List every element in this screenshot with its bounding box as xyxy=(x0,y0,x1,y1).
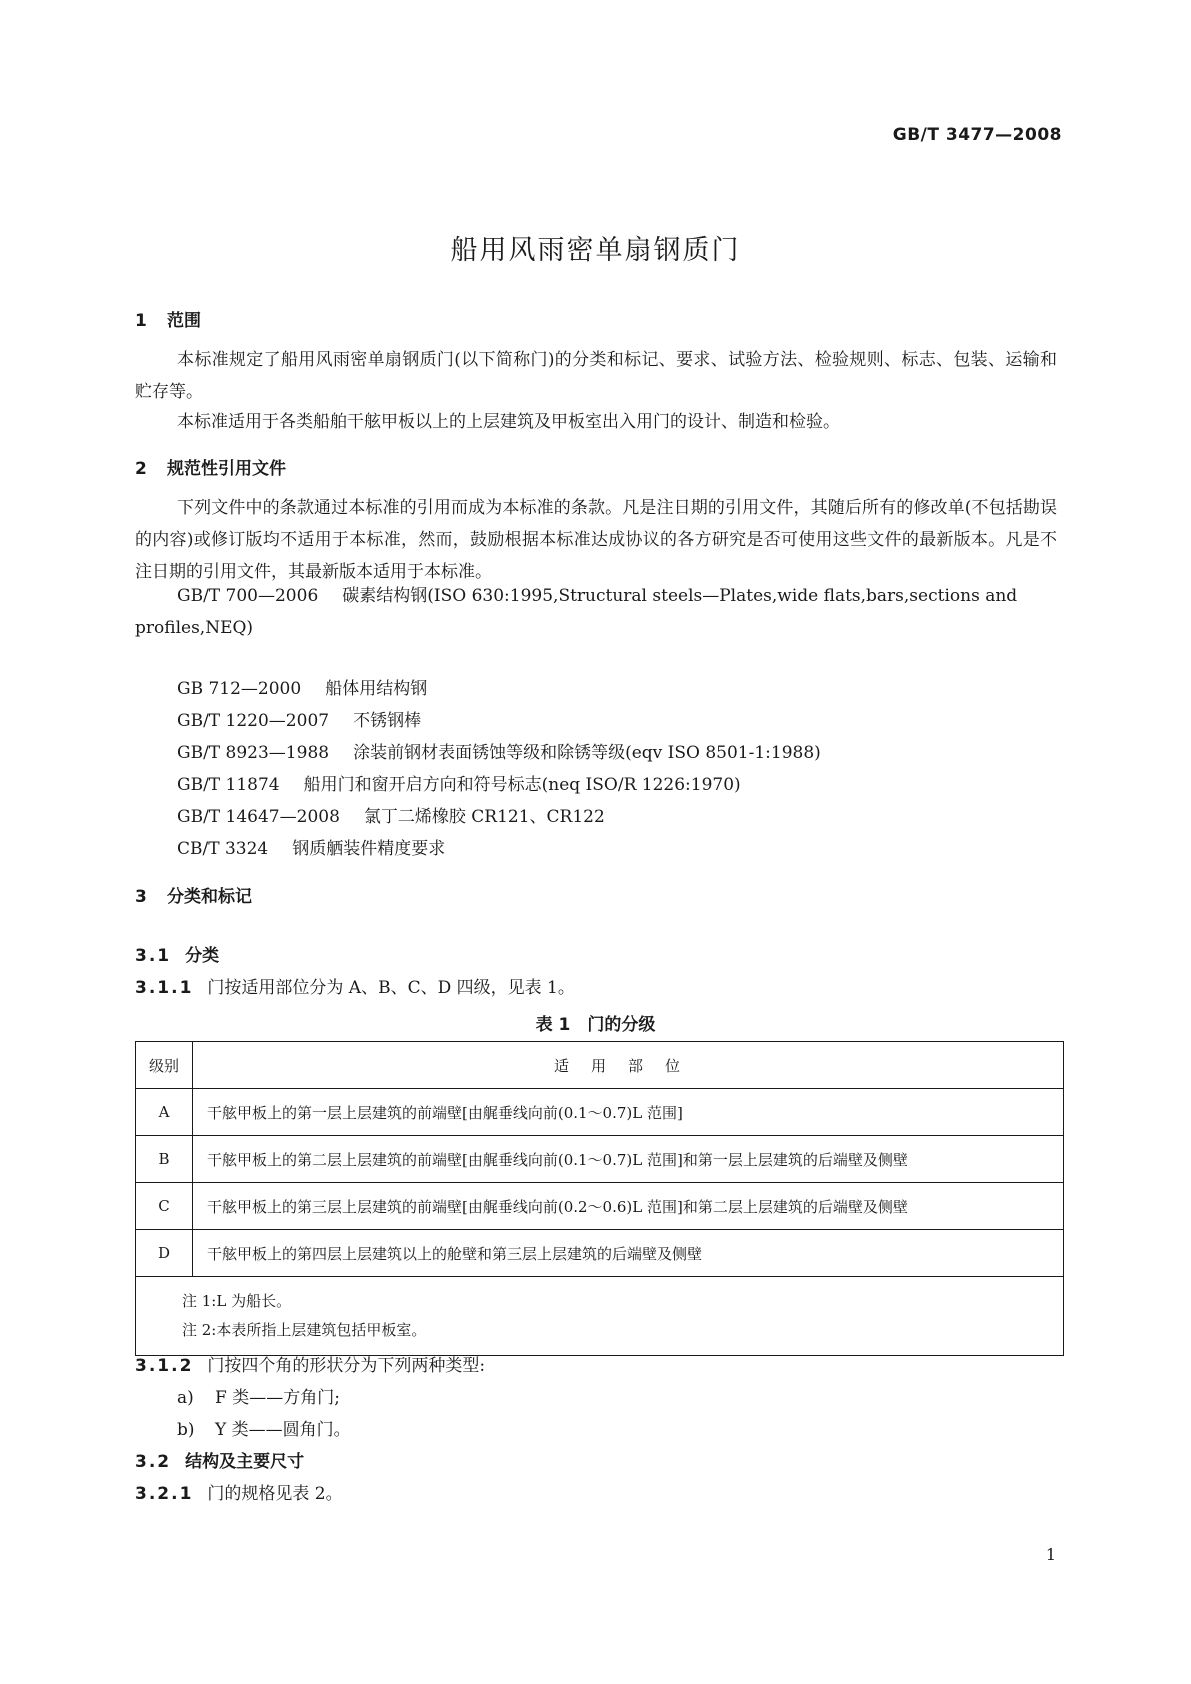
clause-number: 3.2.1 xyxy=(135,1484,194,1504)
reference-item xyxy=(135,580,1057,644)
section-number: 2 xyxy=(135,459,147,479)
list-text: Y 类——圆角门。 xyxy=(215,1420,351,1440)
header-grade: 级别 xyxy=(136,1042,193,1089)
table-row xyxy=(136,1183,1064,1230)
clause-text: 门按适用部位分为 A、B、C、D 四级，见表 1。 xyxy=(207,978,575,998)
reference-item xyxy=(177,834,445,859)
reference-code: GB 712—2000 xyxy=(177,679,302,699)
reference-code: GB/T 14647—2008 xyxy=(177,807,340,827)
table-note: 注 1:L 为船长。 xyxy=(182,1292,292,1310)
section-number: 1 xyxy=(135,311,147,331)
table-note: 注 2:本表所指上层建筑包括甲板室。 xyxy=(182,1321,427,1339)
list-label: a) xyxy=(177,1388,194,1408)
grade-cell: D xyxy=(136,1230,193,1277)
section-2-heading xyxy=(135,454,286,479)
location-cell: 干舷甲板上的第二层上层建筑的前端壁[由艉垂线向前(0.1～0.7)L 范围]和第一层上层建筑的后端壁及侧壁 xyxy=(193,1136,1064,1183)
table-1-caption: 表 1 门的分级 xyxy=(535,1015,656,1035)
section-1-para-2: 本标准适用于各类船舶干舷甲板以上的上层建筑及甲板室出入用门的设计、制造和检验。 xyxy=(177,412,840,432)
reference-code: GB/T 1220—2007 xyxy=(177,711,330,731)
grade-table xyxy=(135,1041,1064,1356)
reference-item xyxy=(177,706,421,731)
standard-code: GB/T 3477—2008 xyxy=(892,125,1062,145)
reference-title: 不锈钢棒 xyxy=(353,711,422,731)
subsection-3-2-heading xyxy=(135,1447,304,1472)
clause-number: 3.1.2 xyxy=(135,1356,194,1376)
table-row xyxy=(136,1136,1064,1183)
section-title: 规范性引用文件 xyxy=(167,459,286,479)
section-number: 3 xyxy=(135,887,147,907)
list-label: b) xyxy=(177,1420,195,1440)
reference-title: 船体用结构钢 xyxy=(325,679,428,699)
location-cell: 干舷甲板上的第四层上层建筑以上的舱壁和第三层上层建筑的后端壁及侧壁 xyxy=(193,1230,1064,1277)
subsection-title: 结构及主要尺寸 xyxy=(185,1452,305,1472)
table-notes-row xyxy=(136,1277,1064,1356)
clause-text: 门的规格见表 2。 xyxy=(207,1484,343,1504)
table-row xyxy=(136,1089,1064,1136)
reference-item xyxy=(177,674,427,699)
subsection-number: 3.1 xyxy=(135,946,172,966)
list-item xyxy=(177,1383,340,1408)
table-row xyxy=(136,1230,1064,1277)
section-1-para-1: 本标准规定了船用风雨密单扇钢质门(以下简称门)的分类和标记、要求、试验方法、检验规则、标志、包装、运输和贮存等。 xyxy=(135,350,1057,402)
clause-text: 门按四个角的形状分为下列两种类型: xyxy=(207,1356,486,1376)
section-title: 分类和标记 xyxy=(167,887,252,907)
reference-code: GB/T 8923—1988 xyxy=(177,743,330,763)
reference-item xyxy=(177,738,821,763)
reference-title: 船用门和窗开启方向和符号标志(neq ISO/R 1226:1970) xyxy=(303,775,741,795)
clause-number: 3.1.1 xyxy=(135,978,194,998)
grade-cell: A xyxy=(136,1089,193,1136)
location-cell: 干舷甲板上的第一层上层建筑的前端壁[由艉垂线向前(0.1～0.7)L 范围] xyxy=(193,1089,1064,1136)
subsection-3-1-heading xyxy=(135,941,219,966)
location-cell: 干舷甲板上的第三层上层建筑的前端壁[由艉垂线向前(0.2～0.6)L 范围]和第二层上层建筑的后端壁及侧壁 xyxy=(193,1183,1064,1230)
section-2-intro: 下列文件中的条款通过本标准的引用而成为本标准的条款。凡是注日期的引用文件，其随后所有的修改单(不包括勘误的内容)或修订版均不适用于本标准，然而，鼓励根据本标准达成协议的各方研究是否可使用这些文件的最新版本。凡是不注日期的引用文件，其最新版本适用于本标准。 xyxy=(135,498,1057,582)
clause-3-2-1 xyxy=(135,1479,343,1504)
table-notes xyxy=(136,1277,1064,1356)
reference-item xyxy=(177,770,741,795)
header-location: 适用部位 xyxy=(193,1042,1064,1089)
grade-cell: B xyxy=(136,1136,193,1183)
clause-3-1-2 xyxy=(135,1351,485,1376)
clause-3-1-1 xyxy=(135,973,575,998)
reference-item xyxy=(177,802,605,827)
reference-code: CB/T 3324 xyxy=(177,839,269,859)
page-number: 1 xyxy=(1045,1545,1056,1564)
reference-title: 碳素结构钢(ISO 630:1995,Structural steels—Plates,wide flats,bars,sections and profiles,NEQ) xyxy=(135,586,1018,638)
reference-title: 涂装前钢材表面锈蚀等级和除锈等级(eqv ISO 8501-1:1988) xyxy=(353,743,821,763)
subsection-number: 3.2 xyxy=(135,1452,172,1472)
reference-code: GB/T 700—2006 xyxy=(177,586,319,606)
list-item xyxy=(177,1415,351,1440)
reference-code: GB/T 11874 xyxy=(177,775,280,795)
section-1-heading xyxy=(135,306,201,331)
subsection-title: 分类 xyxy=(185,946,220,966)
section-title: 范围 xyxy=(167,311,201,331)
document-title: 船用风雨密单扇钢质门 xyxy=(450,235,741,266)
reference-title: 氯丁二烯橡胶 CR121、CR122 xyxy=(363,807,605,827)
table-header-row xyxy=(136,1042,1064,1089)
reference-title: 钢质舾装件精度要求 xyxy=(292,839,446,859)
grade-cell: C xyxy=(136,1183,193,1230)
list-text: F 类——方角门; xyxy=(215,1388,340,1408)
section-3-heading xyxy=(135,882,252,907)
